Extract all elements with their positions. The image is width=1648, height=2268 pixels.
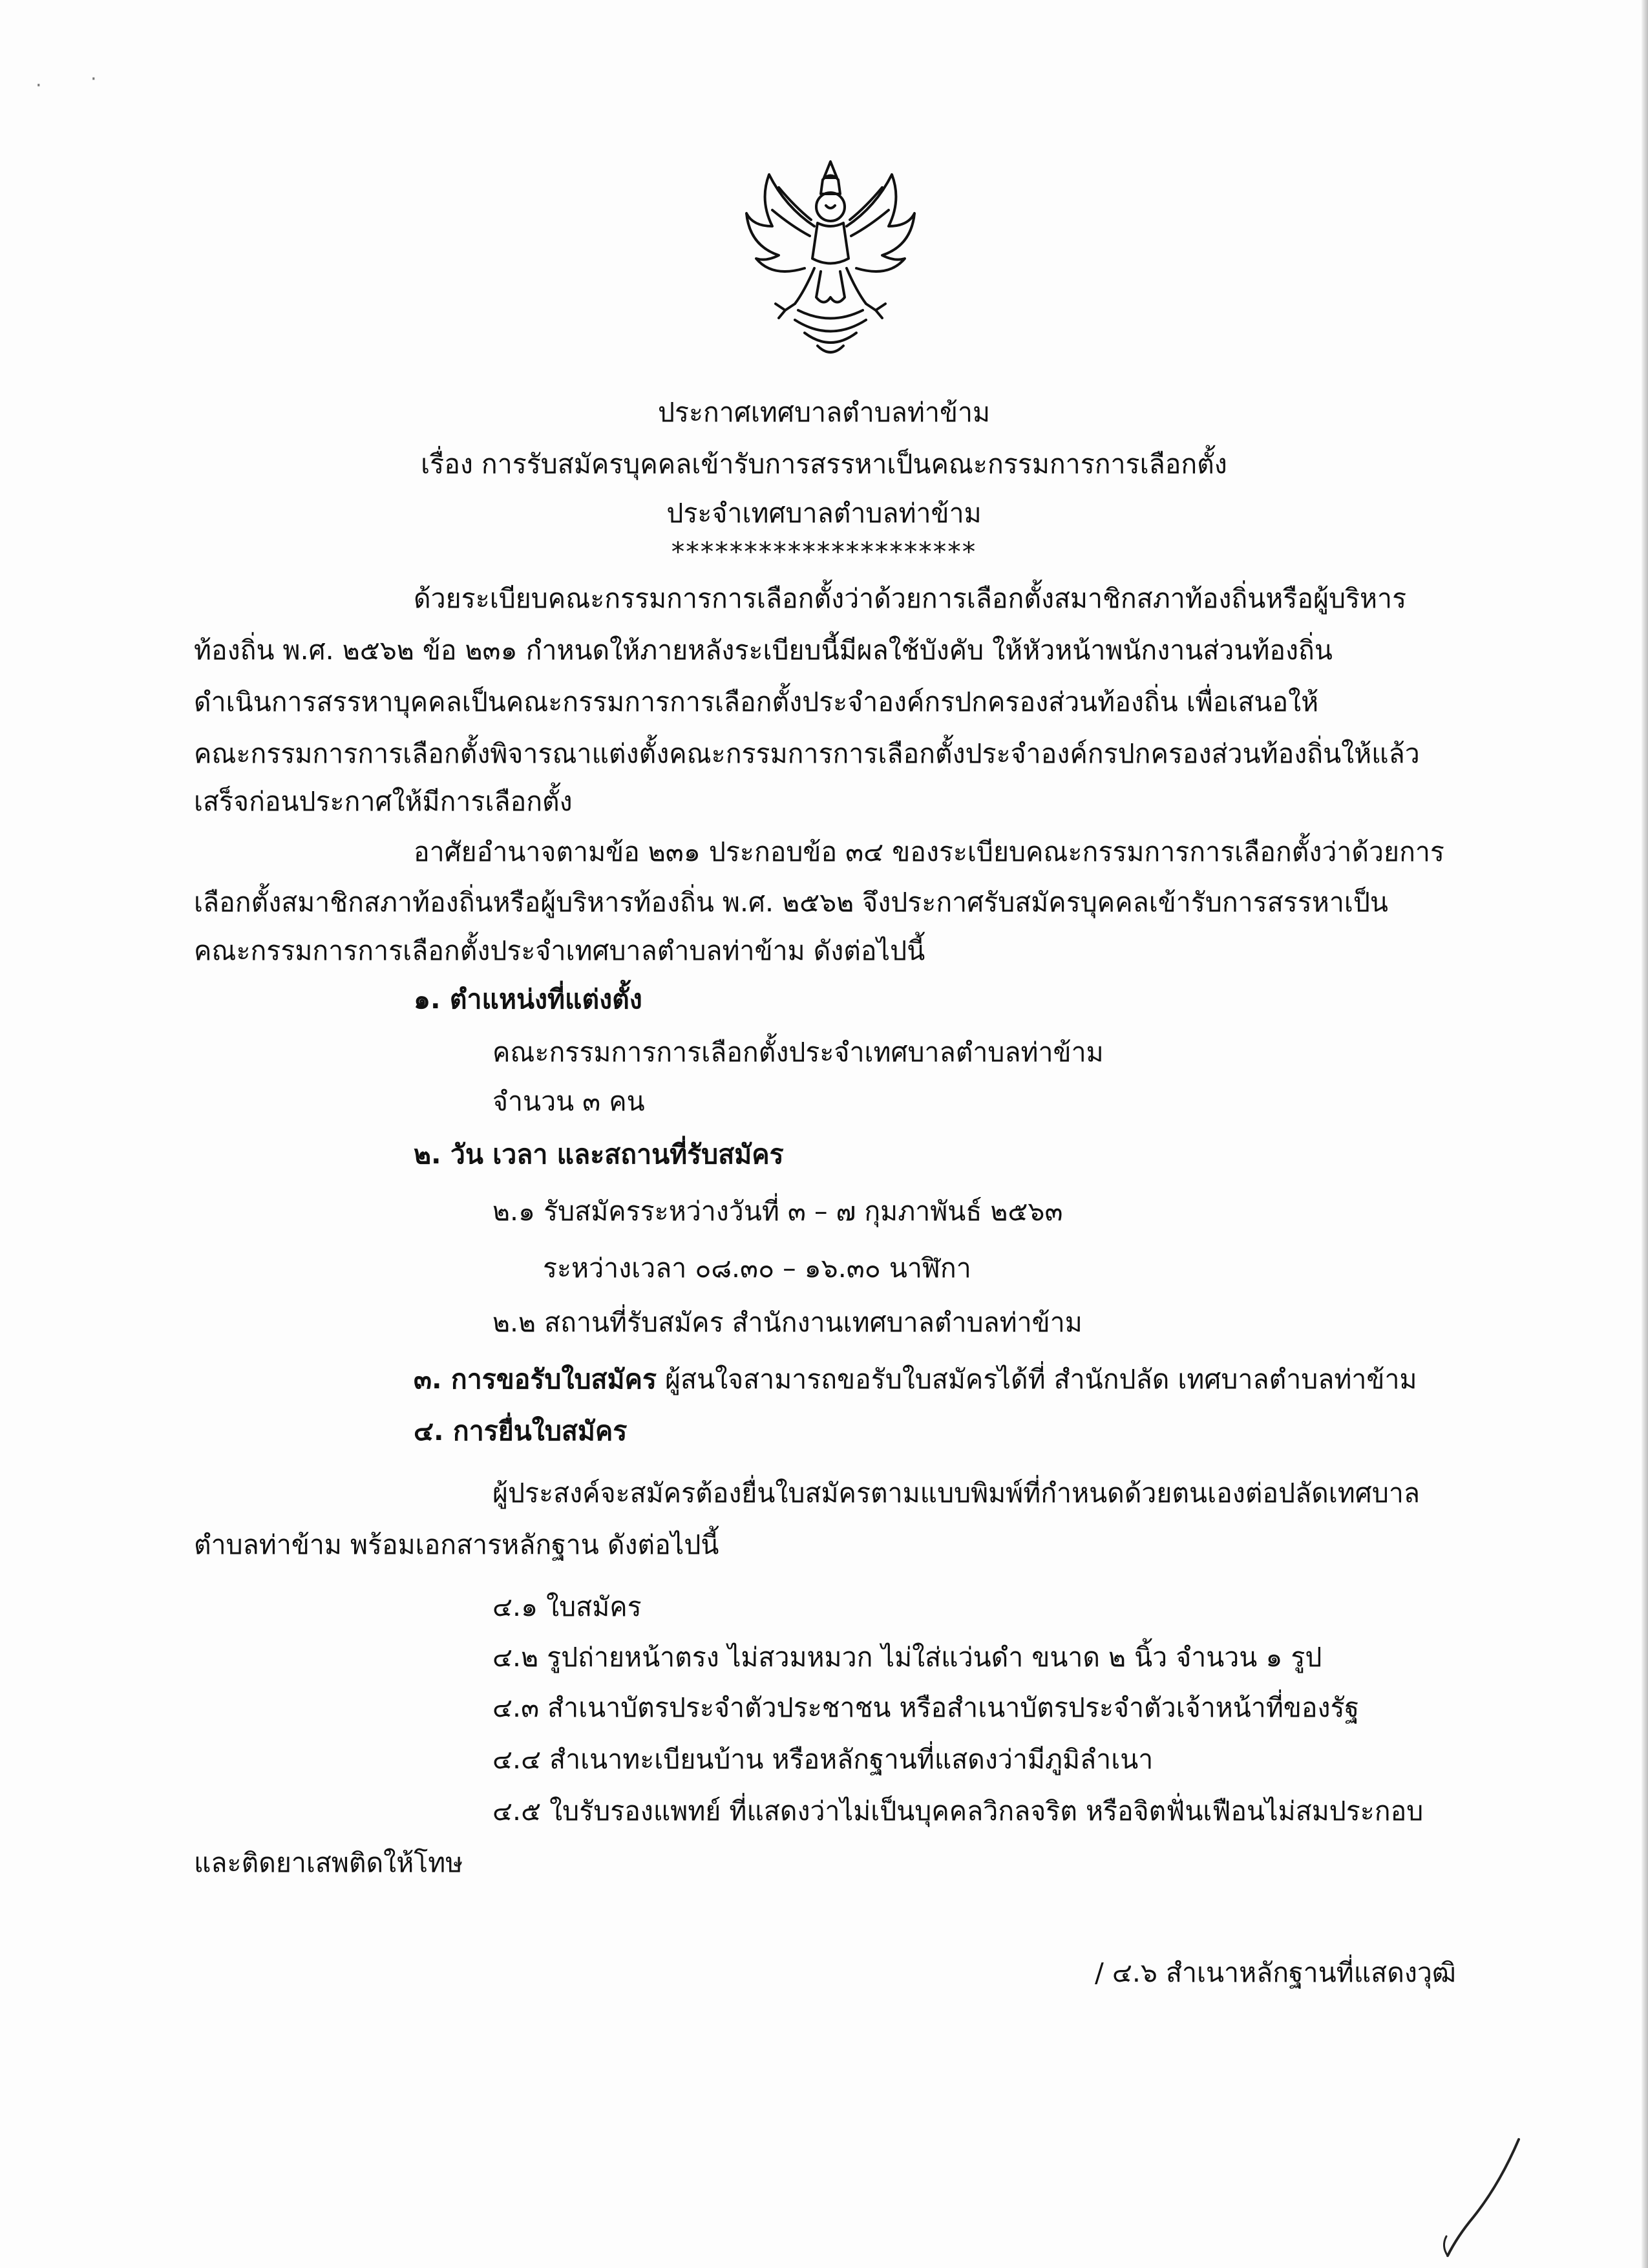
section-4-item: ๔.๓ สำเนาบัตรประจำตัวประชาชน หรือสำเนาบัตรประจำตัวเจ้าหน้าที่ของรัฐ — [492, 1692, 1360, 1723]
section-1-title: ๑. ตำแหน่งที่แต่งตั้ง — [414, 984, 642, 1015]
scan-speck: · — [36, 74, 42, 97]
scan-speck: · — [90, 68, 97, 90]
section-1-text: จำนวน ๓ คน — [492, 1086, 645, 1117]
announcement-subject-cont: ประจำเทศบาลตำบลท่าข้าม — [666, 498, 982, 529]
section-3-label: ๓. การขอรับใบสมัคร — [414, 1364, 657, 1395]
section-1-text: คณะกรรมการการเลือกตั้งประจำเทศบาลตำบลท่าข้าม — [492, 1037, 1104, 1068]
scan-edge-shadow — [1642, 0, 1648, 2268]
section-4-item: และติดยาเสพติดให้โทษ — [194, 1847, 463, 1878]
intro-paragraph-line: ดำเนินการสรรหาบุคคลเป็นคณะกรรมการการเลือกตั้งประจำองค์กรปกครองส่วนท้องถิ่น เพื่อเสนอให้ — [194, 686, 1319, 717]
section-2-item: ๒.๒ สถานที่รับสมัคร สำนักงานเทศบาลตำบลท่าข้าม — [492, 1307, 1083, 1338]
section-3-text: ผู้สนใจสามารถขอรับใบสมัครได้ที่ สำนักปลัด เทศบาลตำบลท่าข้าม — [657, 1364, 1417, 1395]
intro-paragraph-line: ด้วยระเบียบคณะกรรมการการเลือกตั้งว่าด้วยการเลือกตั้งสมาชิกสภาท้องถิ่นหรือผู้บริหาร — [414, 583, 1407, 614]
intro-paragraph-line: อาศัยอำนาจตามข้อ ๒๓๑ ประกอบข้อ ๓๔ ของระเบียบคณะกรรมการการเลือกตั้งว่าด้วยการ — [414, 836, 1444, 867]
intro-paragraph-line: เลือกตั้งสมาชิกสภาท้องถิ่นหรือผู้บริหารท้องถิ่น พ.ศ. ๒๕๖๒ จึงประกาศรับสมัครบุคคลเข้ารับการสรรหาเป็น — [194, 887, 1388, 918]
page-continuation: / ๔.๖ สำเนาหลักฐานที่แสดงวุฒิ — [1095, 1957, 1456, 1988]
section-2-title: ๒. วัน เวลา และสถานที่รับสมัคร — [414, 1139, 784, 1170]
header-separator: ********************* — [671, 536, 977, 567]
section-4-item: ๔.๒ รูปถ่ายหน้าตรง ไม่สวมหมวก ไม่ใส่แว่นดำ ขนาด ๒ นิ้ว จำนวน ๑ รูป — [492, 1642, 1322, 1673]
announcement-subject: เรื่อง การรับสมัครบุคคลเข้ารับการสรรหาเป็นคณะกรรมการการเลือกตั้ง — [421, 449, 1227, 480]
section-4-paragraph-line: ผู้ประสงค์จะสมัครต้องยื่นใบสมัครตามแบบพิมพ์ที่กำหนดด้วยตนเองต่อปลัดเทศบาล — [492, 1478, 1420, 1509]
section-4-title: ๔. การยื่นใบสมัคร — [414, 1415, 628, 1447]
section-4-item: ๔.๑ ใบสมัคร — [492, 1591, 642, 1622]
section-2-item: ระหว่างเวลา ๐๘.๓๐ – ๑๖.๓๐ นาฬิกา — [543, 1253, 971, 1284]
section-4-paragraph-line: ตำบลท่าข้าม พร้อมเอกสารหลักฐาน ดังต่อไปนี้ — [194, 1529, 719, 1560]
garuda-emblem-icon — [734, 149, 927, 368]
intro-paragraph-line: คณะกรรมการการเลือกตั้งประจำเทศบาลตำบลท่าข้าม ดังต่อไปนี้ — [194, 935, 925, 966]
intro-paragraph-line: คณะกรรมการการเลือกตั้งพิจารณาแต่งตั้งคณะกรรมการการเลือกตั้งประจำองค์กรปกครองส่วนท้องถิ่นให้แล้ว — [194, 738, 1420, 769]
section-3-line — [414, 1361, 1417, 1397]
signature-mark — [1409, 2133, 1538, 2262]
intro-paragraph-line: ท้องถิ่น พ.ศ. ๒๕๖๒ ข้อ ๒๓๑ กำหนดให้ภายหลังระเบียบนี้มีผลใช้บังคับ ให้หัวหน้าพนักงานส่วนท้องถิ่น — [194, 635, 1333, 666]
announcement-title: ประกาศเทศบาลตำบลท่าข้าม — [657, 397, 991, 428]
section-2-item: ๒.๑ รับสมัครระหว่างวันที่ ๓ – ๗ กุมภาพันธ์ ๒๕๖๓ — [492, 1196, 1063, 1227]
intro-paragraph-line: เสร็จก่อนประกาศให้มีการเลือกตั้ง — [194, 786, 573, 817]
section-4-item: ๔.๕ ใบรับรองแพทย์ ที่แสดงว่าไม่เป็นบุคคลวิกลจริต หรือจิตฟั่นเฟือนไม่สมประกอบ — [492, 1796, 1424, 1827]
section-4-item: ๔.๔ สำเนาทะเบียนบ้าน หรือหลักฐานที่แสดงว่ามีภูมิลำเนา — [492, 1744, 1154, 1775]
